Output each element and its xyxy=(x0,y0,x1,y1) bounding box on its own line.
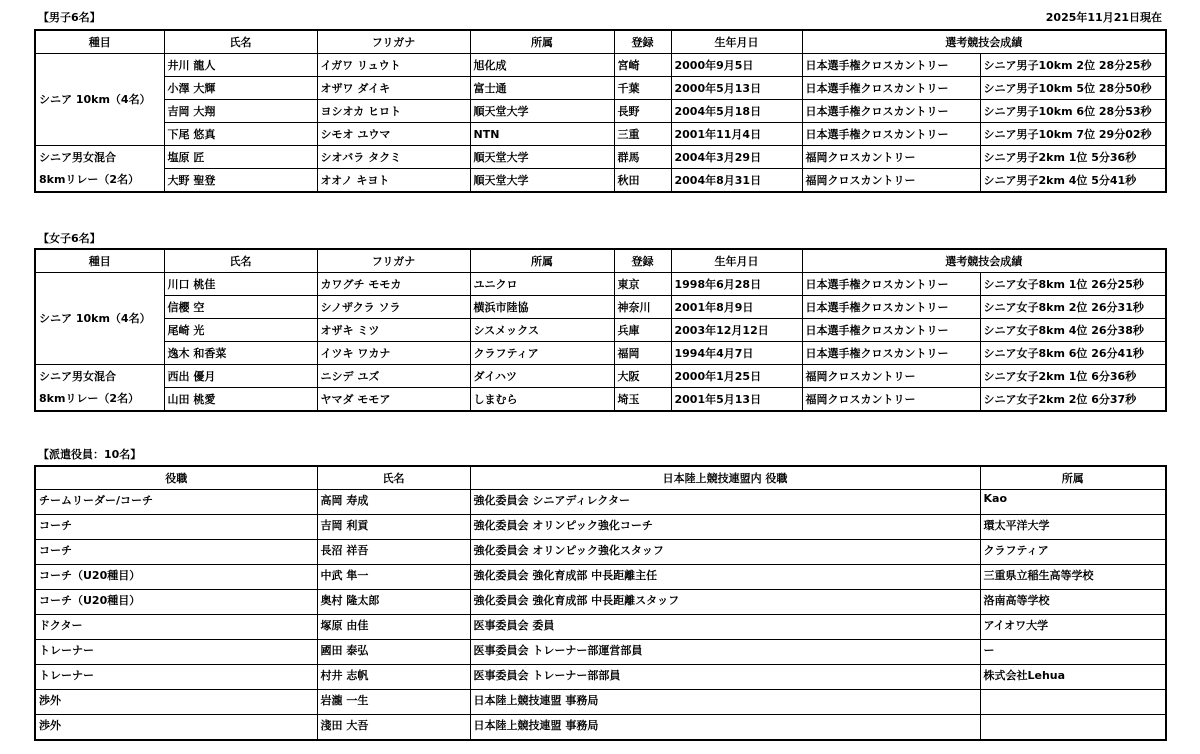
selection-result: シニア女子2km 2位 6分37秒 xyxy=(980,388,1166,412)
column-header: 氏名 xyxy=(164,30,317,54)
jaaf-role: 強化委員会 オリンピック強化スタッフ xyxy=(470,540,980,565)
registration: 宮崎 xyxy=(614,54,671,77)
staff-name: 塚原 由佳 xyxy=(317,615,470,640)
affiliation: 順天堂大学 xyxy=(470,100,614,123)
women-section-title: 【女子6名】 xyxy=(38,232,101,245)
registration: 神奈川 xyxy=(614,296,671,319)
athlete-row xyxy=(35,54,1166,77)
athlete-row xyxy=(35,388,1166,412)
column-header: 役職 xyxy=(35,466,317,490)
staff-row xyxy=(35,715,1166,741)
athlete-name: 尾崎 光 xyxy=(164,319,317,342)
column-header: 所属 xyxy=(470,30,614,54)
athlete-row xyxy=(35,123,1166,146)
selection-meet: 日本選手権クロスカントリー xyxy=(802,100,980,123)
athlete-name: 小澤 大輝 xyxy=(164,77,317,100)
jaaf-role: 医事委員会 トレーナー部運営部員 xyxy=(470,640,980,665)
birth-date: 2003年12月12日 xyxy=(671,319,802,342)
staff-table xyxy=(34,465,1167,741)
athlete-furigana: ニシデ ユズ xyxy=(317,365,470,388)
staff-affiliation xyxy=(980,715,1166,741)
registration: 福岡 xyxy=(614,342,671,365)
staff-row xyxy=(35,615,1166,640)
column-header: フリガナ xyxy=(317,249,470,273)
selection-meet: 福岡クロスカントリー xyxy=(802,388,980,412)
athlete-furigana: ヤマダ モモア xyxy=(317,388,470,412)
registration: 埼玉 xyxy=(614,388,671,412)
selection-meet: 日本選手権クロスカントリー xyxy=(802,123,980,146)
staff-row xyxy=(35,690,1166,715)
birth-date: 1998年6月28日 xyxy=(671,273,802,296)
birth-date: 2000年1月25日 xyxy=(671,365,802,388)
event-category-label: 8kmリレー（2名） xyxy=(39,172,140,186)
athlete-row xyxy=(35,319,1166,342)
athlete-name: 塩原 匠 xyxy=(164,146,317,169)
registration: 千葉 xyxy=(614,77,671,100)
selection-meet: 日本選手権クロスカントリー xyxy=(802,319,980,342)
column-header: 種目 xyxy=(35,30,164,54)
selection-result: シニア男子10km 2位 28分25秒 xyxy=(980,54,1166,77)
men-section-title: 【男子6名】 xyxy=(38,11,101,24)
athlete-name: 信櫻 空 xyxy=(164,296,317,319)
staff-position: コーチ（U20種目） xyxy=(35,590,317,615)
athlete-row xyxy=(35,100,1166,123)
column-header: 種目 xyxy=(35,249,164,273)
selection-result: シニア女子8km 6位 26分41秒 xyxy=(980,342,1166,365)
staff-row xyxy=(35,590,1166,615)
jaaf-role: 強化委員会 強化育成部 中長距離主任 xyxy=(470,565,980,590)
staff-affiliation: 洛南高等学校 xyxy=(980,590,1166,615)
athlete-name: 吉岡 大翔 xyxy=(164,100,317,123)
athlete-furigana: シノザクラ ソラ xyxy=(317,296,470,319)
athlete-row xyxy=(35,77,1166,100)
event-category-label: シニア 10km（4名） xyxy=(39,311,151,325)
affiliation: NTN xyxy=(470,123,614,146)
selection-meet: 日本選手権クロスカントリー xyxy=(802,342,980,365)
affiliation: ダイハツ xyxy=(470,365,614,388)
event-category-cell xyxy=(35,54,164,146)
staff-name: 岩瀧 一生 xyxy=(317,690,470,715)
event-category-cell xyxy=(35,273,164,365)
women-header-row xyxy=(35,249,1166,273)
selection-result: シニア男子2km 4位 5分41秒 xyxy=(980,169,1166,193)
athlete-furigana: イガワ リュウト xyxy=(317,54,470,77)
affiliation: ユニクロ xyxy=(470,273,614,296)
staff-position: コーチ xyxy=(35,515,317,540)
registration: 大阪 xyxy=(614,365,671,388)
staff-position: コーチ xyxy=(35,540,317,565)
birth-date: 2000年9月5日 xyxy=(671,54,802,77)
staff-position: 渉外 xyxy=(35,715,317,741)
jaaf-role: 医事委員会 委員 xyxy=(470,615,980,640)
staff-name: 淺田 大吾 xyxy=(317,715,470,741)
registration: 長野 xyxy=(614,100,671,123)
affiliation: シスメックス xyxy=(470,319,614,342)
affiliation: しまむら xyxy=(470,388,614,412)
event-category-cell xyxy=(35,146,164,193)
athlete-name: 井川 龍人 xyxy=(164,54,317,77)
column-header: 選考競技会成績 xyxy=(802,30,1166,54)
athlete-name: 逸木 和香菜 xyxy=(164,342,317,365)
athlete-furigana: イツキ ワカナ xyxy=(317,342,470,365)
event-category-label: シニア男女混合 xyxy=(39,369,116,383)
selection-result: シニア女子8km 1位 26分25秒 xyxy=(980,273,1166,296)
athlete-name: 下尾 悠真 xyxy=(164,123,317,146)
selection-result: シニア男子10km 5位 28分50秒 xyxy=(980,77,1166,100)
selection-meet: 福岡クロスカントリー xyxy=(802,146,980,169)
column-header: 氏名 xyxy=(164,249,317,273)
birth-date: 1994年4月7日 xyxy=(671,342,802,365)
staff-row xyxy=(35,540,1166,565)
registration: 秋田 xyxy=(614,169,671,193)
registration: 三重 xyxy=(614,123,671,146)
selection-meet: 日本選手権クロスカントリー xyxy=(802,77,980,100)
birth-date: 2004年8月31日 xyxy=(671,169,802,193)
selection-meet: 福岡クロスカントリー xyxy=(802,365,980,388)
staff-name: 長沼 祥吾 xyxy=(317,540,470,565)
birth-date: 2004年3月29日 xyxy=(671,146,802,169)
selection-result: シニア男子10km 7位 29分02秒 xyxy=(980,123,1166,146)
event-category-cell xyxy=(35,365,164,412)
selection-result: シニア男子2km 1位 5分36秒 xyxy=(980,146,1166,169)
athlete-name: 大野 聖登 xyxy=(164,169,317,193)
women-table xyxy=(34,248,1167,412)
birth-date: 2001年5月13日 xyxy=(671,388,802,412)
as-of-date: 2025年11月21日現在 xyxy=(1045,11,1162,24)
jaaf-role: 強化委員会 強化育成部 中長距離スタッフ xyxy=(470,590,980,615)
staff-name: 吉岡 利貢 xyxy=(317,515,470,540)
staff-name: 村井 志帆 xyxy=(317,665,470,690)
event-category-label: シニア男女混合 xyxy=(39,150,116,164)
birth-date: 2004年5月18日 xyxy=(671,100,802,123)
affiliation: 富士通 xyxy=(470,77,614,100)
athlete-row xyxy=(35,169,1166,193)
affiliation: 旭化成 xyxy=(470,54,614,77)
selection-result: シニア女子8km 4位 26分38秒 xyxy=(980,319,1166,342)
birth-date: 2000年5月13日 xyxy=(671,77,802,100)
athlete-furigana: シオバラ タクミ xyxy=(317,146,470,169)
column-header: 氏名 xyxy=(317,466,470,490)
affiliation: 順天堂大学 xyxy=(470,169,614,193)
event-category-label: 8kmリレー（2名） xyxy=(39,391,140,405)
athlete-name: 川口 桃佳 xyxy=(164,273,317,296)
staff-affiliation: アイオワ大学 xyxy=(980,615,1166,640)
staff-section-title: 【派遣役員：10名】 xyxy=(38,448,142,461)
jaaf-role: 強化委員会 オリンピック強化コーチ xyxy=(470,515,980,540)
staff-row xyxy=(35,565,1166,590)
selection-meet: 日本選手権クロスカントリー xyxy=(802,273,980,296)
staff-affiliation: 環太平洋大学 xyxy=(980,515,1166,540)
athlete-furigana: カワグチ モモカ xyxy=(317,273,470,296)
staff-row xyxy=(35,640,1166,665)
column-header: 生年月日 xyxy=(671,249,802,273)
registration: 兵庫 xyxy=(614,319,671,342)
staff-row xyxy=(35,665,1166,690)
staff-name: 高岡 寿成 xyxy=(317,490,470,515)
staff-position: チームリーダー/コーチ xyxy=(35,490,317,515)
staff-affiliation: 三重県立稲生高等学校 xyxy=(980,565,1166,590)
athlete-row xyxy=(35,146,1166,169)
men-table xyxy=(34,29,1167,193)
staff-name: 奥村 隆太郎 xyxy=(317,590,470,615)
staff-row xyxy=(35,490,1166,515)
jaaf-role: 日本陸上競技連盟 事務局 xyxy=(470,715,980,741)
affiliation: 横浜市陸協 xyxy=(470,296,614,319)
affiliation: クラフティア xyxy=(470,342,614,365)
athlete-row xyxy=(35,365,1166,388)
affiliation: 順天堂大学 xyxy=(470,146,614,169)
staff-position: トレーナー xyxy=(35,665,317,690)
staff-affiliation: 株式会社Lehua xyxy=(980,665,1166,690)
staff-row xyxy=(35,515,1166,540)
athlete-name: 山田 桃愛 xyxy=(164,388,317,412)
selection-meet: 福岡クロスカントリー xyxy=(802,169,980,193)
athlete-row xyxy=(35,296,1166,319)
athlete-row xyxy=(35,342,1166,365)
jaaf-role: 医事委員会 トレーナー部部員 xyxy=(470,665,980,690)
staff-name: 國田 泰弘 xyxy=(317,640,470,665)
staff-name: 中武 隼一 xyxy=(317,565,470,590)
birth-date: 2001年11月4日 xyxy=(671,123,802,146)
column-header: 登録 xyxy=(614,30,671,54)
athlete-furigana: オザワ ダイキ xyxy=(317,77,470,100)
staff-header-row xyxy=(35,466,1166,490)
column-header: フリガナ xyxy=(317,30,470,54)
column-header: 所属 xyxy=(980,466,1166,490)
selection-result: シニア女子8km 2位 26分31秒 xyxy=(980,296,1166,319)
staff-position: ドクター xyxy=(35,615,317,640)
athlete-furigana: オザキ ミツ xyxy=(317,319,470,342)
column-header: 生年月日 xyxy=(671,30,802,54)
selection-result: シニア女子2km 1位 6分36秒 xyxy=(980,365,1166,388)
event-category-label: シニア 10km（4名） xyxy=(39,92,151,106)
birth-date: 2001年8月9日 xyxy=(671,296,802,319)
jaaf-role: 強化委員会 シニアディレクター xyxy=(470,490,980,515)
staff-affiliation: Kao xyxy=(980,490,1166,515)
column-header: 選考競技会成績 xyxy=(802,249,1166,273)
staff-position: 渉外 xyxy=(35,690,317,715)
selection-meet: 日本選手権クロスカントリー xyxy=(802,54,980,77)
staff-position: コーチ（U20種目） xyxy=(35,565,317,590)
column-header: 登録 xyxy=(614,249,671,273)
staff-affiliation xyxy=(980,690,1166,715)
staff-affiliation: ー xyxy=(980,640,1166,665)
column-header: 日本陸上競技連盟内 役職 xyxy=(470,466,980,490)
registration: 群馬 xyxy=(614,146,671,169)
selection-result: シニア男子10km 6位 28分53秒 xyxy=(980,100,1166,123)
staff-affiliation: クラフティア xyxy=(980,540,1166,565)
athlete-furigana: ヨシオカ ヒロト xyxy=(317,100,470,123)
selection-meet: 日本選手権クロスカントリー xyxy=(802,296,980,319)
men-header-row xyxy=(35,30,1166,54)
registration: 東京 xyxy=(614,273,671,296)
athlete-name: 西出 優月 xyxy=(164,365,317,388)
athlete-furigana: シモオ ユウマ xyxy=(317,123,470,146)
athlete-furigana: オオノ キヨト xyxy=(317,169,470,193)
jaaf-role: 日本陸上競技連盟 事務局 xyxy=(470,690,980,715)
athlete-row xyxy=(35,273,1166,296)
staff-position: トレーナー xyxy=(35,640,317,665)
column-header: 所属 xyxy=(470,249,614,273)
